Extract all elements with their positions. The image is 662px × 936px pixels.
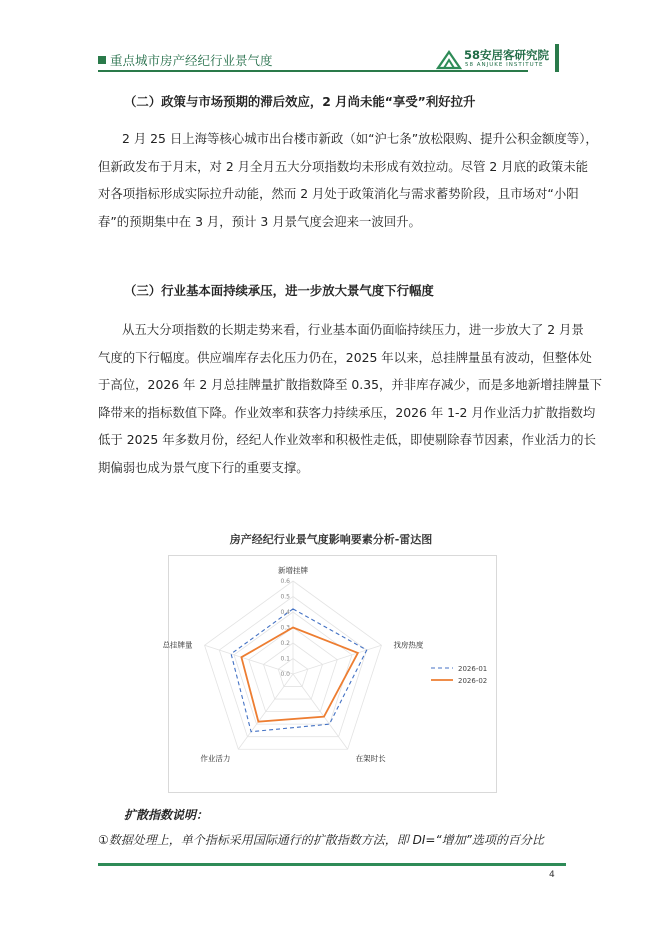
radar-axis-label: 总挂牌量 — [162, 640, 193, 650]
header-title: 重点城市房产经纪行业景气度 — [110, 53, 273, 68]
radar-tick-label: 0.6 — [280, 578, 290, 585]
section-2-paragraph — [98, 125, 598, 235]
paragraph-line: 春”的预期集中在 3 月，预计 3 月景气度会迎来一波回升。 — [98, 213, 421, 229]
notes-heading: 扩散指数说明： — [124, 808, 209, 822]
radar-tick-label: 0.1 — [280, 655, 290, 663]
paragraph-line: 但新政发布于月末，对 2 月全月五大分项指数均未形成有效拉动。尽管 2 月底的政策未能 — [98, 158, 588, 174]
radar-chart-svg — [162, 556, 496, 792]
radar-axis-label: 在架时长 — [355, 754, 386, 764]
paragraph-line: 从五大分项指数的长期走势来看，行业基本面仍面临持续压力，进一步放大了 2 月景 — [122, 322, 584, 337]
radar-tick-label: 0.2 — [280, 640, 290, 647]
section-heading-2: （二）政策与市场预期的滞后效应，2 月尚未能“享受”利好拉升 — [124, 94, 476, 109]
radar-tick-label: 0.4 — [280, 609, 290, 616]
legend-label: 2026-01 — [458, 665, 488, 673]
radar-series-2026-02 — [241, 628, 357, 722]
paragraph-line: 于高位，2026 年 2 月总挂牌量扩散指数降至 0.35，并非库存减少，而是多地新增挂牌量下 — [98, 377, 603, 393]
header-marker — [98, 56, 106, 64]
paragraph-line: 低于 2025 年多数月份，经纪人作业效率和积极性走低，即使剔除春节因素，作业活力的长 — [98, 432, 596, 448]
legend-label: 2026-02 — [458, 677, 488, 685]
paragraph-line: 降带来的指标数值下降。作业效率和获客力持续承压，2026 年 1-2 月作业活力扩散指数均 — [98, 404, 596, 420]
paragraph-line: 对各项指标形成实际拉升动能，然而 2 月处于政策消化与需求蓄势阶段，且市场对“小阳 — [98, 186, 579, 202]
page-number: 4 — [549, 870, 555, 880]
paragraph-line: 气度的下行幅度。供应端库存去化压力仍在，2025 年以来，总挂牌量虽有波动，但整体处 — [98, 349, 592, 365]
header-accent-bar — [555, 44, 559, 72]
footer-rule — [98, 863, 566, 866]
logo-text: 58安居客研究院 — [464, 48, 550, 62]
chart-title: 房产经纪行业景气度影响要素分析-雷达图 — [229, 533, 433, 546]
logo-subtitle: 58 ANJUKE INSTITUTE — [465, 62, 544, 68]
section-3-paragraph — [98, 316, 603, 482]
radar-chart — [162, 555, 497, 793]
section-heading-3: （三）行业基本面持续承压，进一步放大景气度下行幅度 — [124, 283, 434, 298]
radar-axis-label: 作业活力 — [200, 754, 231, 764]
notes-line: ①数据处理上，单个指标采用国际通行的扩散指数方法，即 DI=“增加”选项的百分比 — [98, 833, 544, 847]
radar-tick-label: 0.3 — [280, 624, 290, 632]
radar-spoke — [293, 645, 381, 674]
radar-axis-label: 新增挂牌 — [278, 566, 308, 575]
radar-tick-label: 0.0 — [280, 671, 290, 678]
radar-tick-label: 0.5 — [280, 593, 290, 601]
paragraph-line: 2 月 25 日上海等核心城市出台楼市新政（如“沪七条”放松限购、提升公积金额度等）， — [122, 131, 598, 146]
radar-axis-label: 找房热度 — [393, 640, 424, 650]
paragraph-line: 期偏弱也成为景气度下行的重要支撑。 — [98, 459, 309, 475]
